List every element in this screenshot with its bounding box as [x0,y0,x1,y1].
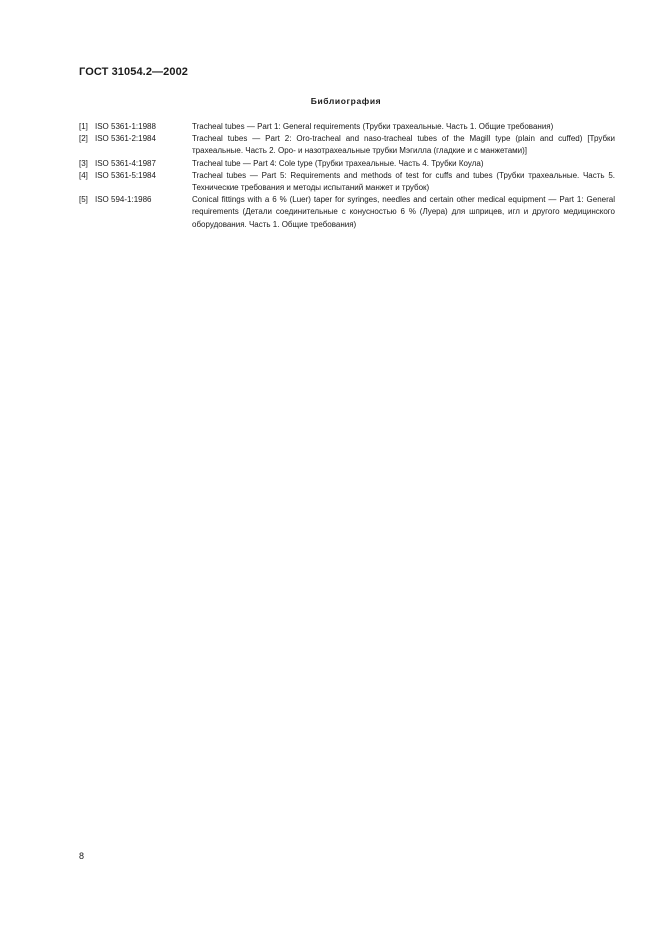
entry-title: Tracheal tubes — Part 1: General requirements (Трубки трахеальные. Часть 1. Общие требования) [192,122,554,131]
bibliography-entry [79,121,615,133]
bibliography-entry [79,158,615,170]
entry-title: Tracheal tube — Part 4: Cole type (Трубки трахеальные. Часть 4. Трубки Коула) [192,158,484,168]
entry-number: [3] [79,158,88,168]
bibliography-entry [79,133,615,157]
page-number: 8 [79,851,85,861]
entry-number: [5] [79,195,88,205]
entry-code: ISO 5361-1:1988 [95,122,156,131]
entry-code: ISO 5361-4:1987 [95,158,156,168]
entry-code: ISO 5361-2:1984 [95,134,156,144]
entry-number: [1] [79,122,88,131]
entry-number: [4] [79,170,88,180]
entry-title: Conical fittings with a 6 % (Luer) taper for syringes, needles and certain other medical equipment — Part 1: General requirements (Детали соединительные с конусностью 6 % (Луера) для шприцев, игл и другого медицинского оборудования. Часть 1. Общие требования) [192,195,615,229]
bibliography-entry [79,170,615,194]
entry-title: Tracheal tubes — Part 2: Oro-tracheal and naso-tracheal tubes of the Magill type (plain and cuffed) [Трубки трахеальные. Часть 2. Оро- и назотрахеальные трубки Мэгилла (гладкие и с манжетами)] [192,134,615,156]
entry-code: ISO 594-1:1986 [95,195,152,205]
entry-number: [2] [79,134,88,144]
entry-title: Tracheal tubes — Part 5: Requirements and methods of test for cuffs and tubes (Трубки трахеальные. Часть 5. Технические требования и методы испытаний манжет и трубок) [192,170,615,193]
section-title: Библиография [310,96,382,106]
entry-code: ISO 5361-5:1984 [95,170,156,180]
bibliography-entry [79,194,615,231]
bibliography-list [79,121,615,231]
document-header: ГОСТ 31054.2—2002 [79,66,189,78]
